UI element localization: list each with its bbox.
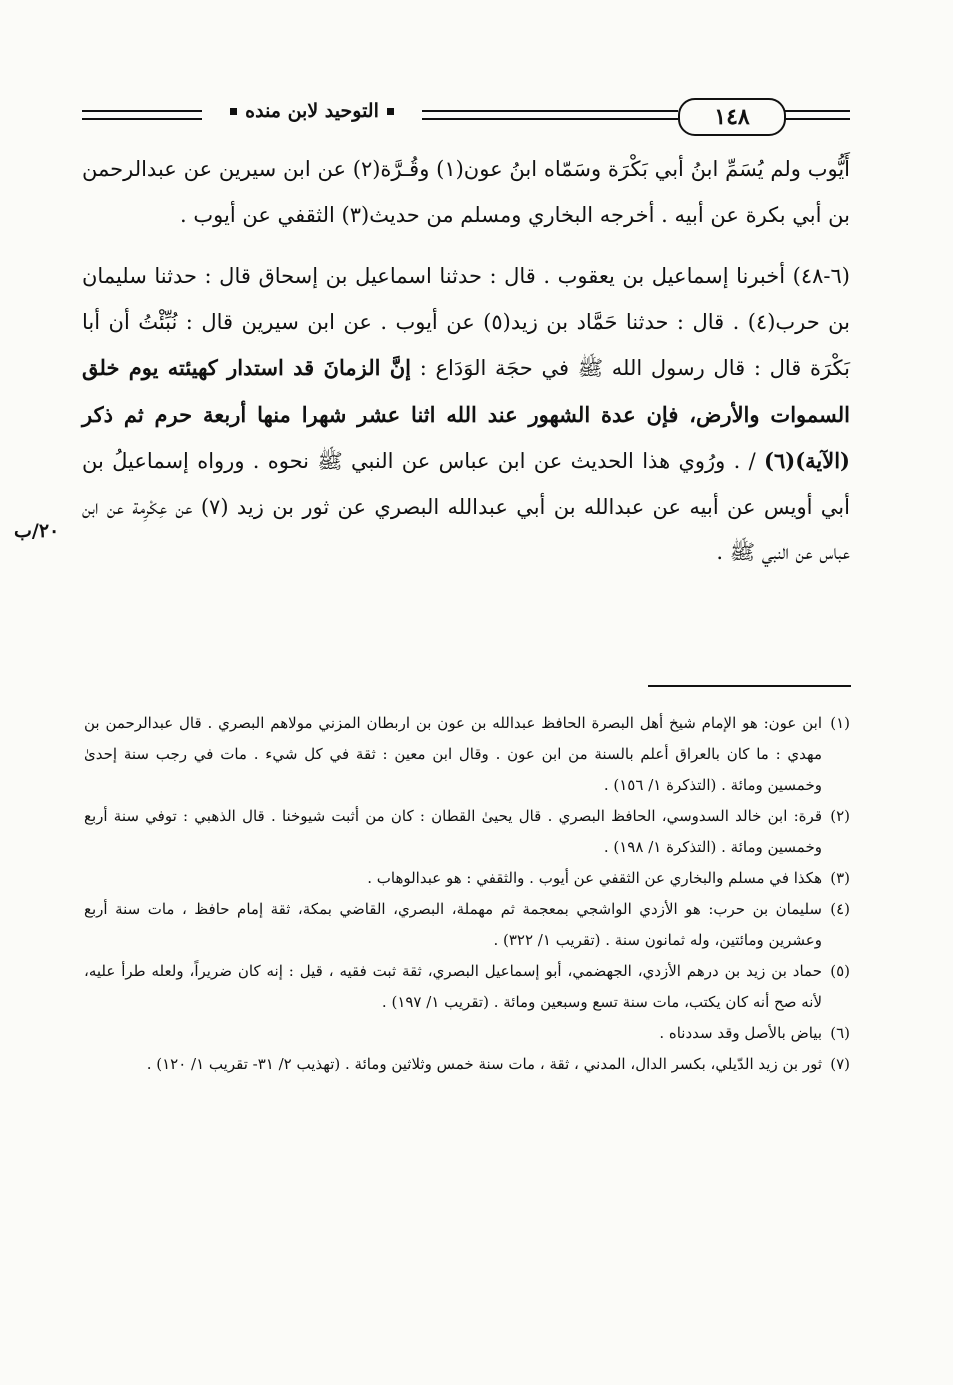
- page-header: [82, 96, 850, 136]
- footnotes: [84, 708, 850, 1080]
- footnote-text: حماد بن زيد بن درهم الأزدي، الجهضمي، أبو إسماعيل البصري، ثقة ثبت فقيه ، قيل : إنه كان ضريراً، ولعله طرأ عليه، لأنه صح أنه كان يكتب، مات سنة تسع وسبعين ومائة . (تقريب ١/ ١٩٧) .: [84, 962, 822, 1011]
- footnote-text: ابن عون: هو الإمام شيخ أهل البصرة الحافظ عبدالله بن عون بن اربطان المزني مولاهم البصري . قال عبدالرحمن بن مهدي : ما كان بالعراق أعلم بالسنة من ابن عون . وقال ابن معين : ثقة في كل شيء . مات في رجب سنة إحدىٰ وخمسين ومائة . (التذكرة ١/ ١٥٦) .: [84, 714, 822, 794]
- footnote: [84, 1018, 850, 1049]
- footnote-text: بياض بالأصل وقد سددناه .: [659, 1024, 822, 1042]
- footnote-separator: [648, 685, 851, 687]
- footnote-number: (٣): [830, 869, 850, 887]
- footnote: [84, 708, 850, 801]
- running-title-text: التوحيد لابن منده: [245, 100, 379, 122]
- manuscript-folio-note: ٢٠/ب: [14, 520, 60, 542]
- footnote: [84, 956, 850, 1018]
- footnote: [84, 863, 850, 894]
- main-text: [82, 147, 850, 576]
- hadith-text: إنَّ الزمانَ قد استدار كهيئته يوم خلق السموات والأرض، فإن عدة الشهور عند الله اثنا عشر شهرا منها أربعة حرم ثم ذكر (الآية)(٦): [82, 355, 850, 473]
- square-ornament-icon: [230, 108, 237, 115]
- footnote-number: (٤): [830, 900, 850, 918]
- paragraph-2: [82, 254, 850, 576]
- footnote-number: (٦): [830, 1024, 850, 1042]
- footnote-number: (٥): [830, 962, 850, 980]
- footnote: [84, 801, 850, 863]
- square-ornament-icon: [387, 108, 394, 115]
- footnote-number: (٧): [830, 1055, 850, 1073]
- isnad-text: (٦-٤٨) أخبرنا إسماعيل بن يعقوب . قال : حدثنا اسماعيل بن إسحاق قال : حدثنا سليمان بن حرب(٤) . قال : حدثنا حَمَّاد بن زيد(٥) عن أيوب . عن ابن سيرين قال : نُبِّئْتُ أن أبا بَكْرَة قال : قال رسول الله ﷺ في حجَة الوَدَاع :: [82, 264, 850, 380]
- header-rule: [782, 110, 850, 112]
- header-rule: [782, 118, 850, 120]
- footnote-number: (٢): [830, 807, 850, 825]
- page-number: ١٤٨: [678, 98, 786, 136]
- footnote-text: سليمان بن حرب: هو الأزدي الواشجي بمعجمة ثم مهملة، البصري، القاضي بمكة، ثقة إمام حافظ ، مات سنة أربع وعشرين ومائتين، وله ثمانون سنة . (تقريب ١/ ٣٢٢) .: [84, 900, 822, 949]
- footnote: [84, 894, 850, 956]
- paragraph-1: أَيُّوب ولم يُسَمِّ ابنُ أبي بَكْرَة وسَمّاه ابنُ عون(١) وقُـرَّة(٢) عن ابن سيرين عن عبدالرحمن بن أبي بكرة عن أبيه . أخرجه البخاري ومسلم من حديث(٣) الثقفي عن أيوب .: [82, 157, 851, 227]
- footnote-number: (١): [830, 714, 850, 732]
- footnote: [84, 1049, 850, 1080]
- footnote-text: ثور بن زيد الدّيلي، بكسر الدال، المدني ، ثقة ، مات سنة خمس وثلاثين ومائة . (تهذيب ٢/ ٣١- تقريب ١/ ١٢٠) .: [146, 1055, 822, 1073]
- footnote-text: هكذا في مسلم والبخاري عن الثقفي عن أيوب . والثقفي : هو عبدالوهاب .: [367, 869, 822, 887]
- paragraph-2-continuation: / . ورُوي هذا الحديث عن ابن عباس عن النبي ﷺ نحوه . ورواه إسماعيلُ بن أبي أويس عن أبيه عن عبدالله بن أبي عبدالله البصري عن ثور بن زيد (٧) عن عِكْرِمة عن ابن عباس عن النبي ﷺ .: [82, 449, 850, 564]
- running-title: [202, 100, 422, 122]
- footnote-text: قرة: ابن خالد السدوسي، الحافظ البصري . قال يحيىٰ القطان : كان من أثبت شيوخنا . قال الذهبي : توفي سنة أربع وخمسين ومائة . (التذكرة ١/ ١٩٨) .: [84, 807, 822, 856]
